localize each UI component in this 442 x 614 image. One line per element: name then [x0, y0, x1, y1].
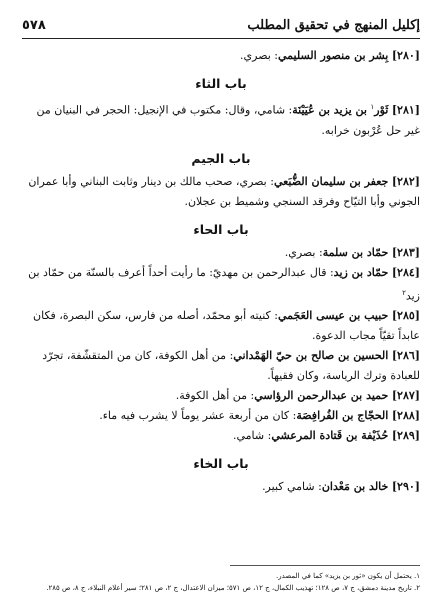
entry-name: بِشر بن منصور السليمي [278, 49, 389, 62]
entry-id: [٢٨٥] [391, 309, 420, 323]
entry-id: [٢٨٠] [391, 49, 420, 62]
entry-282 [22, 172, 420, 212]
entry-name: حمّاد بن سلمة [322, 245, 389, 259]
entry-288 [22, 406, 420, 426]
entry-name: الحسين بن صالح بن حيّ الهَمْداني [233, 349, 389, 363]
section-heading-kha: باب الخاء [193, 456, 249, 472]
entry-id: [٢٨٧] [391, 389, 420, 403]
running-header [22, 12, 420, 39]
entry-id: [٢٨٩] [391, 429, 420, 443]
entry-id: [٢٨١] [391, 103, 420, 117]
entry-text: : قال عبدالرحمن بن مهديّ: ما رأيت أحداً أعرف بالسنّة من حمّاد بن زيد [28, 265, 420, 303]
footnote-marker: ١ [370, 103, 375, 111]
entry-281 [22, 97, 420, 141]
entry-text: : شامي. [233, 429, 272, 443]
footnote-1: ١. يحتمل أن يكون «ثور بن يزيد» كما في المصدر. [276, 572, 420, 580]
entry-id: [٢٨٣] [391, 245, 420, 259]
entry-text: : بصري. [284, 245, 323, 259]
entry-name: حميد بن عبدالرحمن الرؤاسي [254, 389, 389, 403]
footnote-2: ٢. تاريخ مدينة دمشق، ج ٧، ص ١٢٨؛ تهذيب الكمال، ج ١٢، ص ٥٧١؛ ميزان الاعتدال، ج ٢، ص ٢٨١؛ سير أعلام النبلاء، ج ٨، ص ٢٨٥. [46, 584, 420, 592]
entry-text: : بصري، صحب مالك بن دينار وثابت البناني وأبا عمران الجوني وأبا التيّاح وفرقد السنجي وشميط بن عجلان. [28, 174, 420, 208]
entry-text: : من أهل الكوفة، كان من المتقشّفة، تجرّد للعبادة وترك الرياسة، وكان فقيهاً. [42, 349, 420, 383]
entry-283 [22, 243, 420, 263]
entry-id: [٢٨٢] [391, 174, 420, 188]
entry-name: خالد بن مَعْدان [321, 480, 389, 494]
entry-name: حبيب بن عيسى العَجَمي [277, 309, 389, 323]
entry-290 [22, 477, 420, 497]
entry-284 [22, 263, 420, 307]
entry-text: : كان من أربعة عشر يوماً لا يشرب فيه ماء. [99, 409, 297, 423]
entry-text: : شامي، وقال: مكتوب في الإنجيل: الحجر في البنيان من غير حل عُرْبون خرابه. [36, 103, 420, 137]
entry-287 [22, 386, 420, 406]
entry-id: [٢٨٦] [391, 349, 420, 363]
running-title: إكليل المنهج في تحقيق المطلب [247, 17, 420, 33]
entry-id: [٢٩٠] [391, 480, 420, 494]
entry-id: [٢٨٨] [391, 409, 420, 423]
entry-name: الحجّاج بن الفُرافِصَة [296, 409, 389, 423]
entry-name-cont: بن يزيد بن عُيَيْنَة [292, 103, 367, 117]
entry-text: : كنيته أبو محمّد، أصله من فارس، سكن البصرة، فكان عابداً تقيّاً مجاب الدعوة. [33, 309, 420, 343]
entry-285 [22, 306, 420, 346]
footnotes [14, 570, 420, 594]
entry-name: حُذَيْفة بن قَتادة المرعشي [271, 429, 389, 443]
section-heading-ha: باب الحاء [193, 221, 249, 237]
entry-text: : من أهل الكوفة. [175, 389, 255, 403]
entry-text: : شامي كبير. [262, 480, 322, 494]
entry-id: [٢٨٤] [391, 265, 420, 279]
page-body [22, 46, 420, 497]
entry-name: ثَوْر [374, 103, 389, 117]
entry-name: حمّاد بن زيد [333, 265, 389, 279]
entry-name: جعفر بن سليمان الضُّبَعي [273, 174, 389, 188]
footnote-marker: ٢ [402, 288, 406, 297]
entry-text: : بصري. [240, 49, 278, 62]
entry-280 [22, 46, 420, 66]
section-heading-jim: باب الجيم [191, 150, 251, 166]
page-number: ٥٧٨ [22, 17, 46, 33]
section-heading-tha: باب الثاء [195, 76, 247, 91]
entry-289 [22, 426, 420, 446]
footnote-divider [230, 565, 420, 566]
entry-286 [22, 346, 420, 386]
